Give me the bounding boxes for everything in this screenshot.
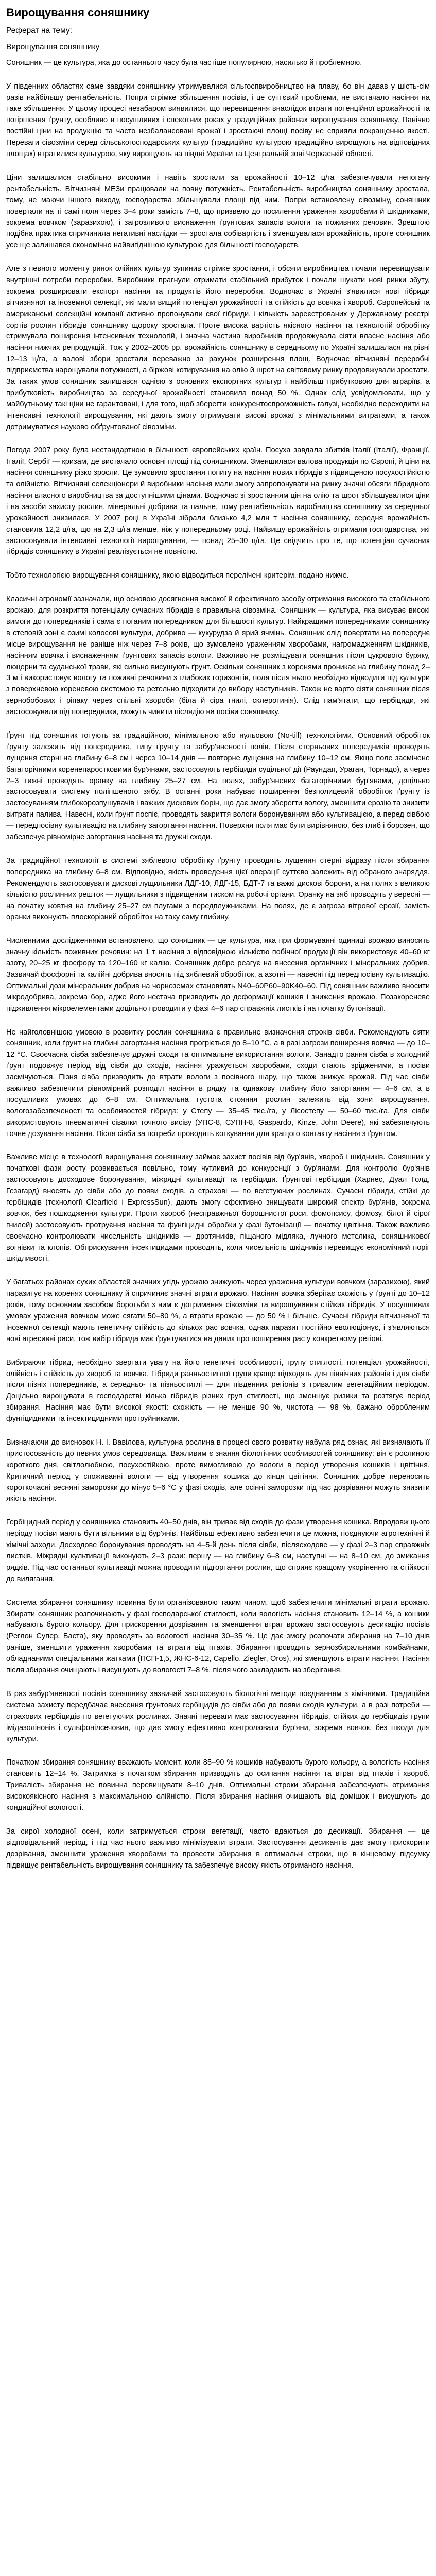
- document-body: [6, 58, 430, 1872]
- body-paragraph: Початком збирання соняшнику вважають момент, коли 85–90 % кошиків набувають бурого кольору, а вологість насіння становить 12–14 %. Затримка з початком збирання призводить до осипання насіння та втрат від птахів і хвороб. Тривалість збирання не повинна перевищувати 8–10 днів. Оптимальні строки збирання забезпечують отримання високоякісного насіння з максимальною олійністю. Після збирання насіння очищають від домішок і висушують до кондиційної вологості.: [6, 1758, 430, 1812]
- body-paragraph: Ціни залишалися стабільно високими і навіть зростали за врожайності 10–12 ц/га забезпечували непогану рентабельність. Вітчизняні МЕЗи працювали на повну потужність. Рентабельність виробництва соняшнику зростала, тому, не маючи іншого виходу, господарства збільшували площі під ним. Попри встановлену сівозміну, соняшник повертали на ті самі поля через 3–4 роки замість 7–8, що призвело до посилення ураження хворобами й шкідниками, зокрема вовчком (заразихою), і загрозливого виснаження ґрунтових запасів вологи та поживних речовин. Зрештою подібна практика спричинила негативні наслідки — зростала собівартість і зменшувалася врожайність, проте соняшник усе ще залишався економічно найвигіднішою культурою для більшості господарств.: [6, 173, 430, 250]
- body-paragraph: За сирої холодної осені, коли затримується строки вегетації, часто вдаються до десикації. Збирання — це відповідальний період, і під час нього важливо мінімізувати втрати. Застосування десикантів дає змогу прискорити дозрівання, зменшити ураження хворобами та провести збирання в оптимальні строки, що в кінцевому підсумку підвищує рентабельність вирощування соняшнику та забезпечує високу якість отриманого насіння.: [6, 1827, 430, 1870]
- body-paragraph: Численними дослідженнями встановлено, що соняшник — це культура, яка при формуванні одиниці врожаю виносить значну кількість поживних речовин: на 1 т насіння з відповідною кількістю побічної продукції він використовує 40–60 кг азоту, 20–25 кг фосфору та 120–160 кг калію. Соняшник добре реагує на внесення органічних і мінеральних добрив. Зазвичай фосфорні та калійні добрива вносять під зяблевий обробіток, а азотні — навесні під передпосівну культивацію. Оптимальні дози мінеральних добрив на чорноземах становлять N40–60P60–90K40–60. Під соняшник важливо вносити мікродобрива, зокрема бор, адже його нестача призводить до деформації кошиків і зниження врожаю. Позакореневе підживлення мікроелементами доцільно проводити у фазі 4–6 пар справжніх листків і на початку бутонізації.: [6, 937, 430, 1013]
- body-paragraph: Система збирання соняшнику повинна бути організованою таким чином, щоб забезпечити мінімальні втрати врожаю. Збирати соняшник розпочинають у фазі господарської стиглості, коли вологість насіння становить 12–14 %, а кошики набувають бурого кольору. Для прискорення дозрівання та зменшення втрат врожаю застосовують десикацію посівів (Реглон Супер, Баста), яку проводять за вологості насіння 30–35 %. Це дає змогу розпочати збирання на 7–10 днів раніше, зменшити ураження хворобами та втрати від птахів. Збирання проводять зернозбиральними комбайнами, обладнаними спеціальними жатками (ПСП-1,5, ЖНС-6-12, Capello, Ziegler, Oros), які зменшують втрати насіння. Насіння після збирання очищають і висушують до вологості 7–8 %, після чого закладають на зберігання.: [6, 1598, 430, 1675]
- body-paragraph: Тобто технологією вирощування соняшнику, якою відводиться перелічені критерім, подано нижче.: [6, 571, 349, 580]
- body-paragraph: У південних областях саме завдяки соняшнику утримувалися сільгоспвиробництво на плаву, бо він давав у шість-сім разів найбільшу рентабельність. Попри стрімке збільшення посівів, і це суттєвий проблеми, не вистачало насіння на таке збільшення. У цьому процесі незабаром виявилися, що перевищення внаслідок втрати потенційної врожайності та погіршення ґрунту, особливо в посушливих і спекотних роках у традиційних районах вирощування соняшнику. Панічно постійні ціни на продукцію та часто незбалансовані врожаї і зростаючі площі посіву не сприяли покращенню якості. Переваги сівозміни серед сільськогосподарських культур (традиційно культурою традиційно вирощують на відповідних площах) втратилися культурою, яку вирощують на півдні України та Центральній зоні Черкаській області.: [6, 82, 430, 158]
- body-paragraph: Важливе місце в технології вирощування соняшнику займає захист посівів від бур'янів, хвороб і шкідників. Соняшник у початкові фази росту розвивається повільно, тому чутливий до конкуренції з бур'янами. Для контролю бур'янів застосовують досходове боронування, міжрядні культивації та гербіциди. Ґрунтові гербіциди (Харнес, Дуал Голд, Гезагард) вносять до сівби або до появи сходів, а страхові — по вегетуючих рослинах. Сучасні гібриди, стійкі до гербіцидів (технології Clearfield і ExpressSun), дають змогу ефективно знищувати широкий спектр бур'янів, зокрема вовчок, без пошкодження культури. Проти хвороб (несправжньої борошнистої роси, фомопсису, фомозу, білої й сірої гнилей) застосовують протруєння насіння та фунгіцидні обробки у фазі бутонізації — початку цвітіння. Також важливо своєчасно контролювати чисельність шкідників — дротяників, піщаного мідляка, лучного метелика, соняшникової вогнівки та клопів. Обприскування інсектицидами проводять, коли чисельність шкідників перевищує економічний поріг шкідливості.: [6, 1153, 430, 1263]
- body-paragraph: Гербіцидний період у соняшника становить 40–50 днів, він триває від сходів до фази утворення кошика. Впродовж цього періоду посіви мають бути вільними від бур'янів. Найбільш ефективно забезпечити це можна, поєднуючи агротехнічні й хімічні заходи. Досходове боронування проводять на 4–5-й день після сівби, післясходове — у фазі 2–3 пар справжніх листків. Міжрядні культивації виконують 2–3 рази: першу — на глибину 6–8 см, наступні — на 8–10 см, до змикання рядків. Під час останньої культивації можна проводити підгортання рослин, що сприяє кращому укоріненню та стійкості до вилягання.: [6, 1518, 430, 1583]
- body-paragraph: У багатьох районах сухих областей значних угідь урожаю знижують через ураження культури вовчком (заразихою), який паразитує на коренях соняшнику й спричиняє значні втрати врожаю. Насіння вовчка зберігає схожість у ґрунті до 10–12 років, тому основним засобом боротьби з ним є дотримання сівозміни та вирощування стійких гібридів. У посушливих умовах ураження вовчком може сягати 50–80 %, а втрати врожаю — до 50 % і більше. Сучасні гібриди вітчизняної та іноземної селекції мають генетичну стійкість до кількох рас вовчка, однак паразит постійно еволюціонує, і з'являються нові агресивні раси, тож вибір гібрида має ґрунтуватися на даних про поширення рас у конкретному регіоні.: [6, 1278, 430, 1343]
- body-paragraph: Класичні агрономії зазначали, що основою досягнення високої й ефективного засобу отримання високого та стабільного врожаю, для розкриття потенціалу сучасних гібридів є правильна сівозміна. Соняшник — культура, яка висуває високі вимоги до попередників і сама є поганим попередником для більшості культур. Найкращими попередниками соняшнику в степовій зоні є озимі колосові культури, добриво — кукурудза й ярий ячмінь. Соняшник слід повертати на попереднє місце вирощування не раніше ніж через 7–8 років, що зумовлено ураженням хворобами, нагромадженням шкідників, насінням вовчка і виснаженням ґрунтових запасів вологи. Важливо не розміщувати соняшник після цукрового буряку, люцерни та суданської трави, які сильно висушують ґрунт. Оскільки соняшник з коренями проникає на глибину понад 2–3 м і використовує вологу та поживні речовини з глибоких горизонтів, поля після нього необхідно відводити під культури з поверхневою кореневою системою та ретельно підходити до вибору наступників. Також не варто сіяти соняшник після зернобобових і ріпаку через спільні хвороби (біла й сіра гнилі, склеротинія). Слід пам'ятати, що гербіциди, які застосовували під попередники, можуть чинити післядію на посіви соняшнику.: [6, 595, 430, 717]
- body-paragraph: Визначаючи до висновок Н. І. Вавілова, культурна рослина в процесі свого розвитку набула ряд ознак, які визначають її пристосованість до певних умов середовища. Важливим є знання біологічних особливостей соняшнику: він є рослиною короткого дня, світлолюбною, посухостійкою, проте вимогливою до вологи в період утворення кошиків і цвітіння. Критичний період у споживанні вологи — від утворення кошика до кінця цвітіння. Соняшник добре переносить короткочасні весняні заморозки до мінус 5–6 °С у фазі сходів, але осінні заморозки під час дозрівання можуть знизити якість насіння.: [6, 1438, 430, 1503]
- body-paragraph: Але з певного моменту ринок олійних культур зупинив стрімке зростання, і обсяги виробництва почали перевищувати внутрішні потреби переробки. Виробники прагнули отримати стабільний прибуток і почали шукати нові ринки збуту, зокрема розширювати експорт насіння та продуктів його переробки. Водночас в Україні з'явилися нові гібриди вітчизняної та іноземної селекції, які мали вищий потенціал урожайності та стійкість до вовчка і хвороб. Європейські та американські селекційні компанії активно пропонували свої гібриди, і кількість зареєстрованих у Державному реєстрі сортів рослин гібридів соняшнику щороку зростала. Проте висока вартість якісного насіння та технологій обробітку стримувала поширення інтенсивних технологій, і значна частина виробників продовжувала сіяти власне насіння або насіння нижчих репродукцій. Тож у 2002–2005 рр. врожайність соняшнику в середньому по Україні залишалася на рівні 12–13 ц/га, а валові збори зростали переважно за рахунок розширення площ. Водночас вітчизняні переробні підприємства нарощували потужності, а біржові котирування на олію й шрот на світовому ринку продовжували зростати. За таких умов соняшник залишався однією з основних експортних культур і найбільш прибутковою для аграріїв, а прибутковість виробництва за середньої врожайності становила понад 50 %. Однак слід усвідомлювати, що у майбутньому такі ціни не гарантовані, і для того, щоб зберегти конкурентоспроможність галузі, необхідно переходити на інтенсивні технології вирощування, які дають змогу отримувати високі врожаї з мінімальними витратами, а також дотримуватися науково обґрунтованої сівозміни.: [6, 265, 430, 431]
- body-paragraph: Ґрунт під соняшник готують за традиційною, мінімальною або нульовою (No-till) технологіями. Основний обробіток ґрунту залежить від попередника, типу ґрунту та забур'яненості полів. Після стерньових попередників проводять лущення стерні на глибину 6–8 см і через 10–14 днів — повторне лущення на глибину 10–12 см. Якщо поле засмічене багаторічними коренепаростковими бур'янами, застосовують гербіциди суцільної дії (Раундап, Ураган, Торнадо), а через 2–3 тижні проводять оранку на глибину 25–27 см. На полях, забур'янених багаторічними бур'янами, доцільно застосовувати систему поліпшеного зябу. В останні роки набуває поширення безполицевий обробіток ґрунту із застосуванням глибокорозпушувачів і важких дискових борін, що дає змогу зберегти вологу, зменшити ерозію та знизити витрати палива. Навесні, коли ґрунт поспіє, проводять закриття вологи боронуванням або культивацією, а перед сівбою — передпосівну культивацію на глибину загортання насіння. Поверхня поля має бути вирівняною, без глиб і борозен, що забезпечує рівномірне загортання насіння та дружні сходи.: [6, 732, 430, 842]
- document-subtitle: Реферат на тему:: [6, 26, 72, 35]
- document-title: Вирощування соняшнику: [6, 6, 150, 19]
- body-paragraph: Вибираючи гібрид, необхідно звертати увагу на його генетичні особливості, групу стиглості, потенціал урожайності, олійність і стійкість до хвороб та вовчка. Гібриди ранньостиглої групи краще підходять для північних районів і для сівби після пізніх попередників, а середньо- та пізньостиглі — для південних регіонів з тривалим вегетаційним періодом. Доцільно вирощувати в господарстві кілька гібридів різних груп стиглості, що зменшує ризики та розтягує період збирання. Насіння має бути високої якості: схожість — не менше 90 %, чистота — 98 %, бажано обробленим фунгіцидними та інсектицидними протруйниками.: [6, 1358, 430, 1423]
- body-paragraph: За традиційної технології в системі зяблевого обробітку ґрунту проводять лущення стерні відразу після збирання попередника на глибину 6–8 см. Відповідно, якість проведення цієї операції суттєво залежить від обраного знаряддя. Рекомендують застосовувати дискові лущильники ЛДГ-10, ЛДГ-15, БДТ-7 та важкі дискові борони, а на полях з великою кількістю рослинних решток — лущильники з підвищеним тиском на робочі органи. Оранку на зяб проводять у вересні — на початку жовтня на глибину 25–27 см плугами з передплужниками. На полях, де є загроза вітрової ерозії, замість оранки виконують плоскорізний обробіток на таку саму глибину.: [6, 856, 430, 922]
- body-paragraph: Погода 2007 року була нестандартною в більшості європейських країн. Посуха завдала збитків Італії (Італії), Франції, Італії, Сербії — кризам, де вистачало основні площі під соняшником. Зменшилася валова продукція по Європі, й ціни на насіння соняшнику різко зросли. Це зумовило зростання попиту на насіння нових гібридів з підвищеною посухостійкістю та олійністю. Вітчизняні селекціонери й виробники насіння мали змогу запропонувати на ринку значні обсяги гібридного насіння власного виробництва за доступнішими цінами. Водночас зі зростанням цін на олію та шрот збільшувалися ціни і на засоби захисту рослин, мінеральні добрива та пальне, тому рентабельність виробництва соняшнику за середньої урожайності знизилася. У 2007 році в Україні зібрали близько 4,2 млн т насіння соняшнику, середня врожайність становила 12,2 ц/га, що на 2,3 ц/га менше, ніж у попередньому році. Найвищу врожайність отримали господарства, які застосовували інтенсивні технології вирощування, — понад 25–30 ц/га. Це свідчить про те, що потенціал сучасних гібридів соняшнику в Україні реалізується не повністю.: [6, 446, 430, 556]
- body-paragraph: Соняшник — це культура, яка до останнього часу була частіше популярною, насилько й проблемною.: [6, 58, 362, 67]
- body-paragraph: В раз забур'яненості посівів соняшнику зазвичай застосовують біологічні методи поєднанням з хімічними. Традиційна система захисту передбачає внесення ґрунтових гербіцидів до сівби або до появи сходів культури, а в разі потреби — страхових гербіцидів по вегетуючих рослинах. Значні переваги має застосування гібридів, стійких до гербіцидів групи імідазолінонів і сульфонілсечовин, що дає змогу ефективно контролювати бур'яни, зокрема вовчок, без шкоди для культури.: [6, 1689, 430, 1743]
- document-topic: Вирощування соняшнику: [6, 42, 100, 52]
- body-paragraph: Не найголовнішою умовою в розвитку рослин соняшника є правильне визначення строків сівби. Рекомендують сіяти соняшник, коли ґрунт на глибині загортання насіння прогріється до 8–10 °С, а в разі загрози поширення вовчка — до 10–12 °С. Своєчасна сівба забезпечує дружні сходи та оптимальне використання вологи. Занадто рання сівба в холодний ґрунт подовжує період від сівби до сходів, насіння уражується хворобами, сходи стають зрідженими, а посіви засмічуються. Пізня сівба призводить до втрати вологи з посівного шару, що також знижує врожай. Під час сівби важливо забезпечити рівномірний розподіл насіння в рядку та однакову глибину його загортання — 4–6 см, а в посушливих умовах до 6–8 см. Оптимальна густота стояння рослин залежить від зони вирощування, вологозабезпеченості та особливостей гібрида: у Степу — 35–45 тис./га, у Лісостепу — 50–60 тис./га. Для сівби використовують пневматичні сівалки точного висіву (УПС-8, СУПН-8, Gaspardo, Kinze, John Deere), які забезпечують точне дозування насіння. Після сівби за потреби проводять коткування для кращого контакту насіння з ґрунтом.: [6, 1028, 430, 1138]
